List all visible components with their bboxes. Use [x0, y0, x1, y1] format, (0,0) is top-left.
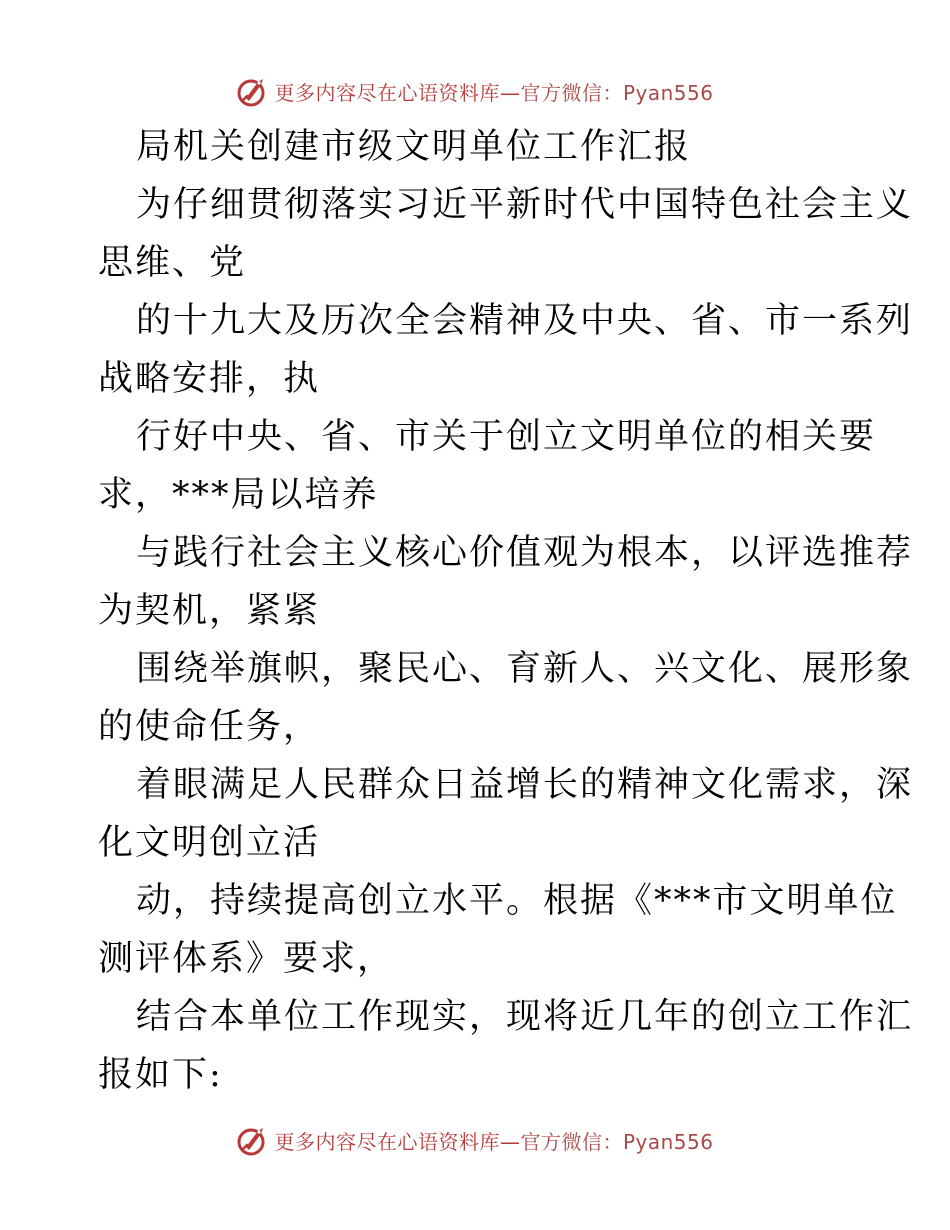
paragraph-line: 动，持续提高创立水平。根据《***市文明单位	[136, 881, 898, 921]
paragraph-line: 与践行社会主义核心价值观为根本，以评选推荐	[136, 533, 914, 573]
paragraph-line: 的使命任务，	[98, 707, 321, 747]
paragraph-line: 为契机，紧紧	[98, 591, 321, 631]
watermark-site-text: 更多内容尽在心语资料库	[274, 80, 500, 105]
watermark-wechat-text: 官方微信：Pyan556	[520, 1129, 714, 1154]
paragraph-line: 思维、党	[98, 243, 247, 283]
document-title: 局机关创建市级文明单位工作汇报	[136, 127, 692, 167]
watermark-wechat-text: 官方微信：Pyan556	[520, 80, 714, 105]
pen-nib-circle-icon	[236, 74, 270, 108]
paragraph-line: 报如下:	[98, 1055, 223, 1095]
paragraph-line: 求，***局以培养	[98, 475, 379, 515]
pen-nib-circle-icon	[236, 1123, 270, 1157]
watermark-site-text: 更多内容尽在心语资料库	[274, 1129, 500, 1154]
document-body	[98, 118, 914, 1104]
paragraph-line: 化文明创立活	[98, 823, 321, 863]
watermark-text	[274, 1126, 713, 1155]
paragraph-line: 为仔细贯彻落实习近平新时代中国特色社会主义	[136, 185, 914, 225]
paragraph-line: 围绕举旗帜，聚民心、育新人、兴文化、展形象	[136, 649, 914, 689]
footer-watermark	[0, 1120, 950, 1160]
watermark-separator: —	[499, 80, 521, 105]
paragraph-line: 结合本单位工作现实，现将近几年的创立工作汇	[136, 997, 914, 1037]
watermark-separator: —	[499, 1129, 521, 1154]
watermark-text	[274, 77, 713, 106]
paragraph-line: 着眼满足人民群众日益增长的精神文化需求，深	[136, 765, 914, 805]
paragraph-line: 测评体系》要求，	[98, 939, 395, 979]
paragraph-line: 战略安排，执	[98, 359, 321, 399]
paragraph-line: 的十九大及历次全会精神及中央、省、市一系列	[136, 301, 914, 341]
paragraph-line: 行好中央、省、市关于创立文明单位的相关要	[136, 417, 877, 457]
header-watermark	[0, 71, 950, 111]
